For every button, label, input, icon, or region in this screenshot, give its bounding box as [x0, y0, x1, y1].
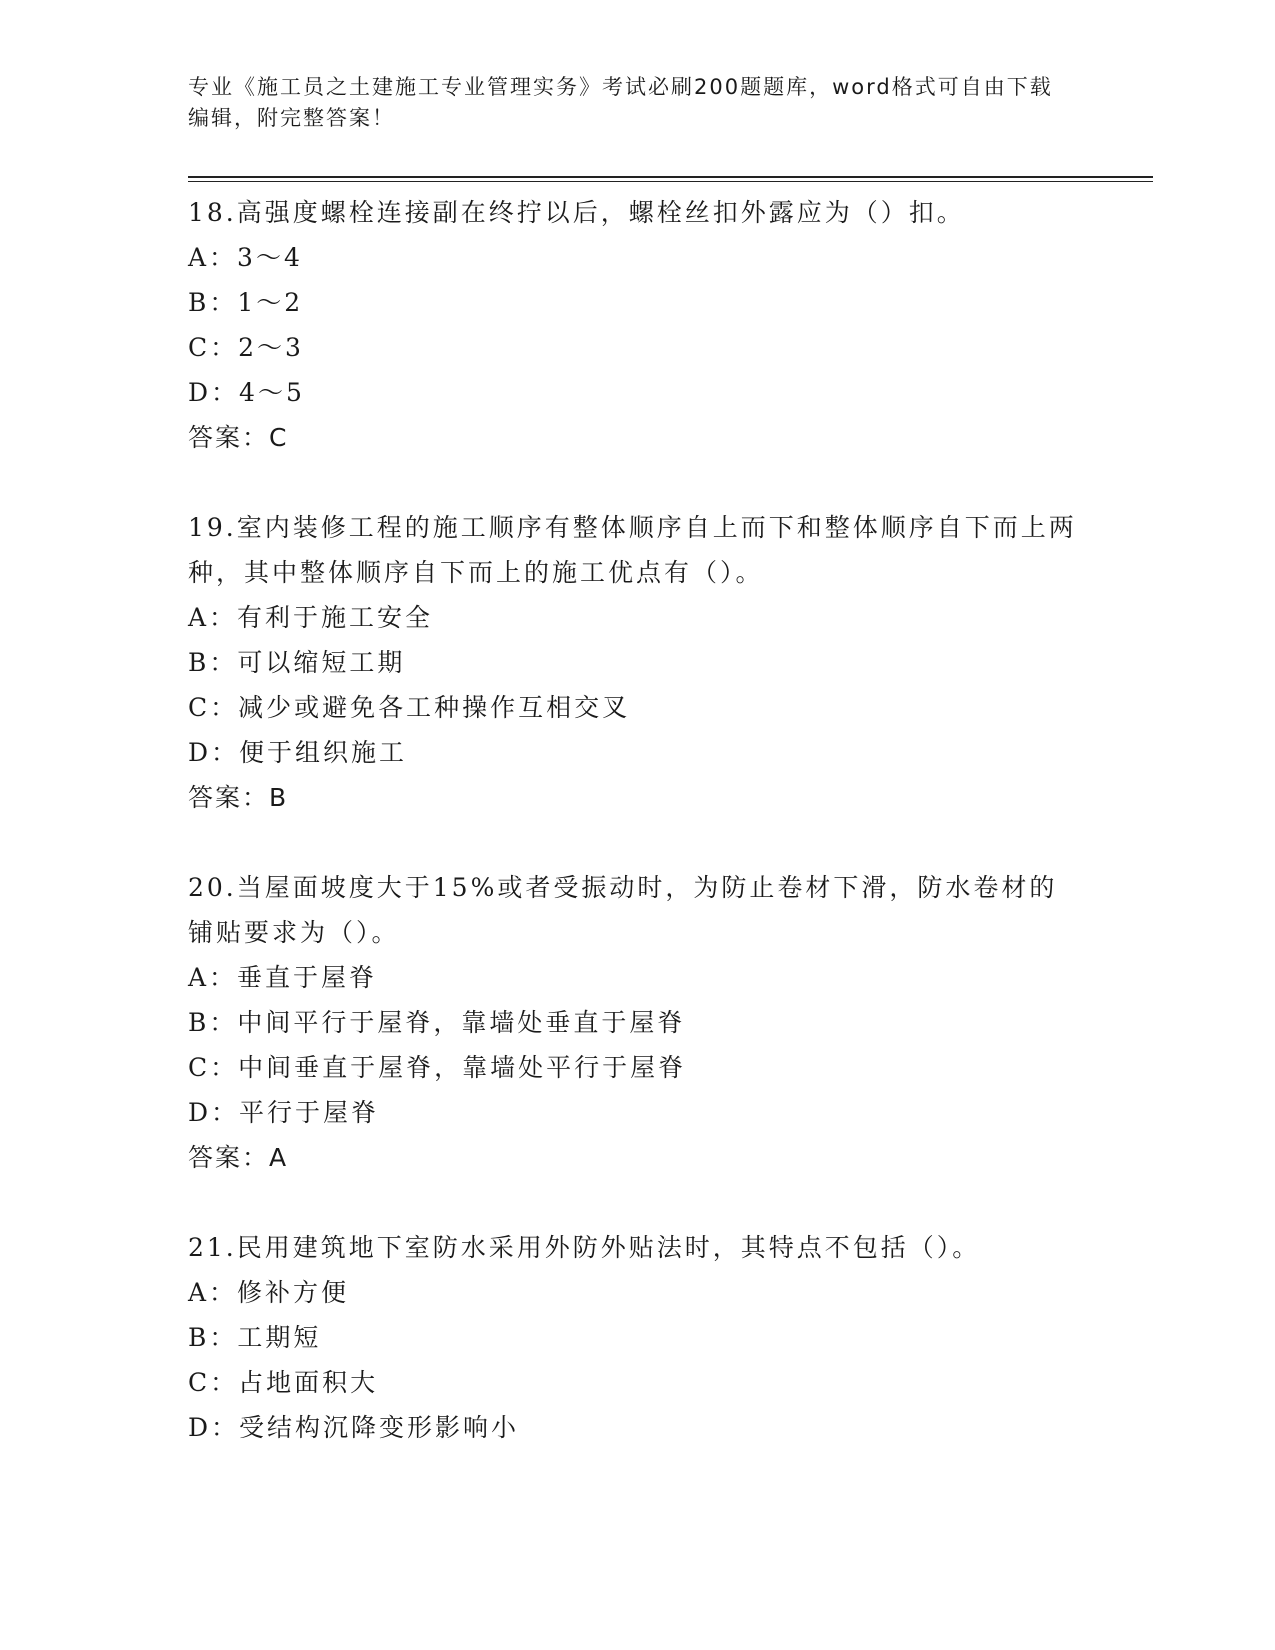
option-c: C：2～3	[188, 333, 304, 362]
option-a: A：垂直于屋脊	[188, 963, 378, 992]
option-b: B：中间平行于屋脊，靠墙处垂直于屋脊	[188, 1008, 686, 1037]
option-b: B：可以缩短工期	[188, 648, 406, 677]
option-c: C：中间垂直于屋脊，靠墙处平行于屋脊	[188, 1053, 687, 1082]
option-d: D：4～5	[188, 378, 305, 407]
option-d: D：平行于屋脊	[188, 1098, 380, 1127]
question-stem: 18.高强度螺栓连接副在终拧以后，螺栓丝扣外露应为（）扣。	[188, 198, 965, 227]
answer: 答案：B	[188, 783, 289, 812]
question-20	[188, 865, 1088, 1180]
header-divider-thick	[188, 176, 1153, 178]
question-21	[188, 1225, 1088, 1450]
option-d: D：便于组织施工	[188, 738, 408, 767]
answer: 答案：C	[188, 423, 289, 452]
option-c: C：占地面积大	[188, 1368, 379, 1397]
question-19	[188, 505, 1088, 820]
answer: 答案：A	[188, 1143, 289, 1172]
option-b: B：1～2	[188, 288, 304, 317]
option-a: A：修补方便	[188, 1278, 350, 1307]
question-stem: 21.民用建筑地下室防水采用外防外贴法时，其特点不包括（）。	[188, 1233, 981, 1262]
option-a: A：有利于施工安全	[188, 603, 434, 632]
header-divider-thin	[188, 181, 1153, 182]
question-18	[188, 190, 1088, 460]
question-stem: 19.室内装修工程的施工顺序有整体顺序自上而下和整体顺序自下而上两种，其中整体顺序自下而上的施工优点有（）。	[188, 513, 1077, 587]
option-a: A：3～4	[188, 243, 303, 272]
option-c: C：减少或避免各工种操作互相交叉	[188, 693, 631, 722]
document-header: 专业《施工员之土建施工专业管理实务》考试必刷200题题库，word格式可自由下载编辑，附完整答案！	[188, 75, 1053, 130]
option-b: B：工期短	[188, 1323, 322, 1352]
option-d: D：受结构沉降变形影响小	[188, 1413, 520, 1442]
question-stem: 20.当屋面坡度大于15%或者受振动时，为防止卷材下滑，防水卷材的铺贴要求为（）。	[188, 873, 1058, 947]
